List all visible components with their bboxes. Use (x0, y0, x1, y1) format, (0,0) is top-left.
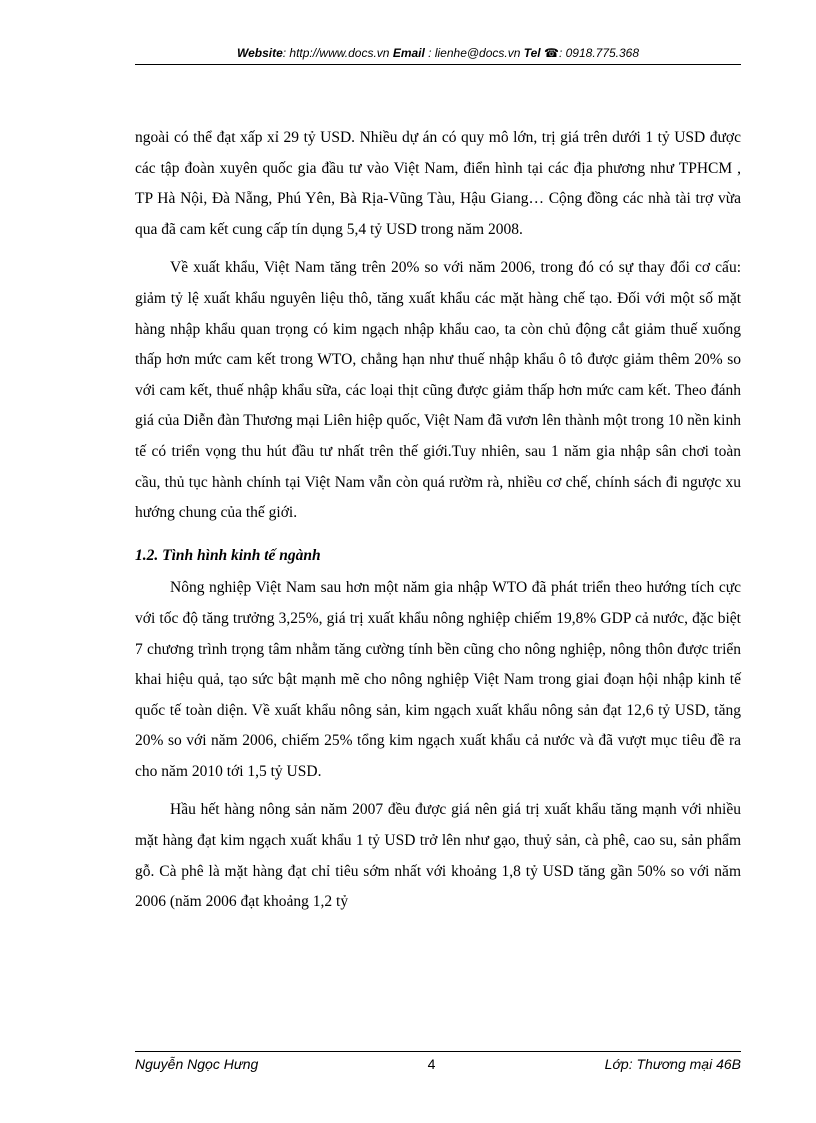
section-heading: 1.2. Tình hình kinh tế ngành (135, 546, 321, 564)
footer-divider (135, 1051, 741, 1052)
page-header (135, 46, 741, 60)
footer-class: Lớp: Thương mại 46B (604, 1056, 741, 1072)
paragraph-investment: ngoài có thể đạt xấp xỉ 29 tỷ USD. Nhiều dự án có quy mô lớn, trị giá trên dưới 1 tỷ USD được các tập đoàn xuyên quốc gia đầu tư vào Việt Nam, điển hình tại các địa phương như TPHCM , TP Hà Nội, Đà Nẵng, Phú Yên, Bà Rịa-Vũng Tàu, Hậu Giang… Cộng đồng các nhà tài trợ vừa qua đã cam kết cung cấp tín dụng 5,4 tỷ USD trong năm 2008. (135, 129, 741, 238)
paragraph-exports: Về xuất khẩu, Việt Nam tăng trên 20% so với năm 2006, trong đó có sự thay đổi cơ cấu: giảm tỷ lệ xuất khẩu nguyên liệu thô, tăng xuất khẩu các mặt hàng chế tạo. Đối với một số mặt hàng nhập khẩu quan trọng có kim ngạch nhập khẩu cao, ta còn chủ động cắt giảm thuế xuống thấp hơn mức cam kết trong WTO, chẳng hạn như thuế nhập khẩu ô tô được giảm thêm 20% so với cam kết, thuế nhập khẩu sữa, các loại thịt cũng được giảm thấp hơn mức cam kết. Theo đánh giá của Diễn đàn Thương mại Liên hiệp quốc, Việt Nam đã vươn lên thành một trong 10 nền kinh tế có triển vọng thu hút đầu tư nhất trên thế giới.Tuy nhiên, sau 1 năm gia nhập sân chơi toàn cầu, thủ tục hành chính tại Việt Nam vẫn còn quá rườm rà, nhiều cơ chế, chính sách đi ngược xu hướng chung của thế giới. (135, 259, 741, 522)
document-body (135, 123, 741, 926)
phone-icon: ☎ (544, 46, 559, 60)
page-number: 4 (427, 1056, 436, 1072)
email-label: Email (392, 46, 425, 60)
website-value: : http://www.docs.vn (282, 46, 390, 60)
paragraph-agri-products: Hầu hết hàng nông sản năm 2007 đều được giá nên giá trị xuất khẩu tăng mạnh với nhiều mặt hàng đạt kim ngạch xuất khẩu 1 tỷ USD trở lên như gạo, thuỷ sản, cà phê, cao su, sản phẩm gỗ. Cà phê là mặt hàng đạt chỉ tiêu sớm nhất với khoảng 1,8 tỷ USD tăng gần 50% so với năm 2006 (năm 2006 đạt khoảng 1,2 tỷ (135, 801, 741, 911)
website-label: Website (236, 46, 283, 60)
page-footer (135, 1056, 741, 1072)
header-divider (135, 64, 741, 65)
email-value: : lienhe@docs.vn (428, 46, 521, 60)
tel-label: Tel (523, 46, 541, 60)
tel-value: : 0918.775.368 (558, 46, 640, 60)
paragraph-agriculture: Nông nghiệp Việt Nam sau hơn một năm gia nhập WTO đã phát triển theo hướng tích cực với tốc độ tăng trưởng 3,25%, giá trị xuất khẩu nông nghiệp chiếm 19,8% GDP cả nước, đặc biệt 7 chương trình trọng tâm nhằm tăng cường tính bền cũng cho nông nghiệp, nông thôn được triển khai hiệu quả, tạo sức bật mạnh mẽ cho nông nghiệp Việt Nam trong giai đoạn hội nhập kinh tế quốc tế toàn diện. Về xuất khẩu nông sản, kim ngạch xuất khẩu nông sản đạt 12,6 tỷ USD, tăng 20% so với năm 2006, chiếm 25% tổng kim ngạch xuất khẩu cả nước và đã vượt mục tiêu đề ra cho năm 2010 tới 1,5 tỷ USD. (135, 579, 741, 780)
footer-author: Nguyễn Ngọc Hưng (135, 1056, 259, 1072)
